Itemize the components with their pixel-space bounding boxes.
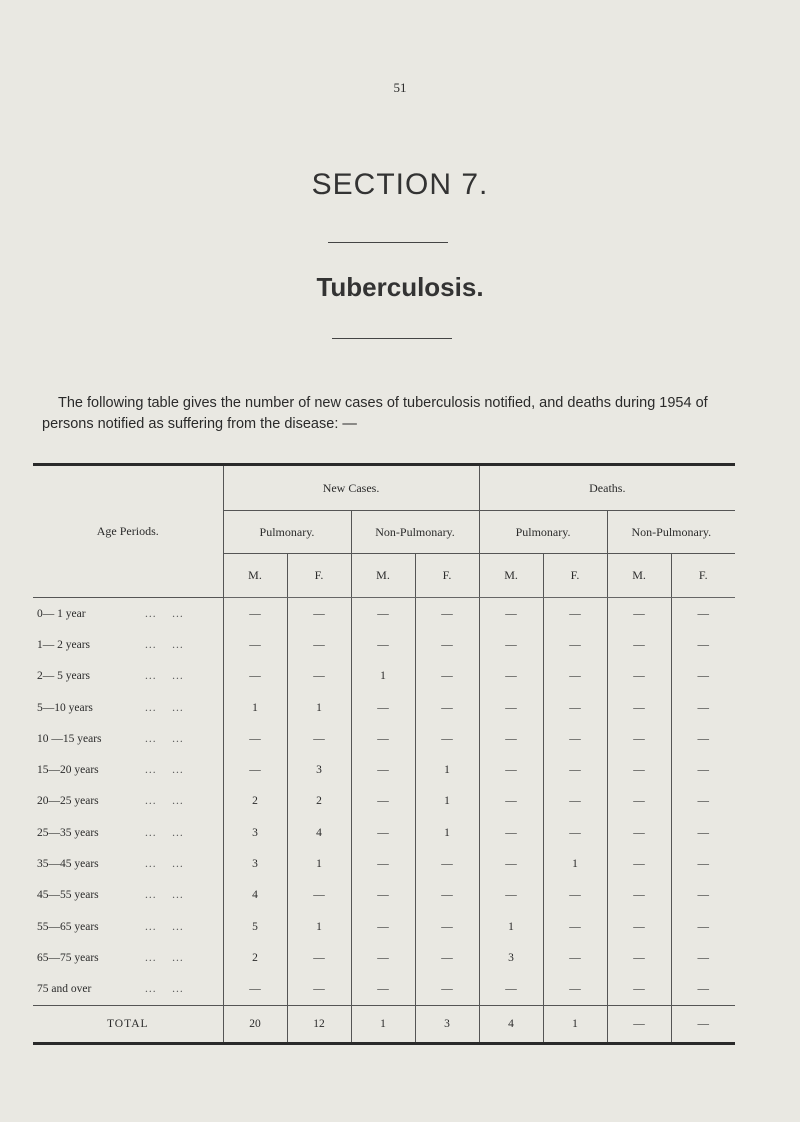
leader-dots: ... ... <box>145 920 184 933</box>
total-cell: 20 <box>223 1005 287 1043</box>
table-cell: — <box>351 974 415 1006</box>
table-cell: — <box>351 942 415 973</box>
table-cell: — <box>607 880 671 911</box>
table-cell: — <box>671 754 735 785</box>
table-cell: — <box>351 880 415 911</box>
table-cell: — <box>415 629 479 660</box>
age-period-cell <box>33 942 223 973</box>
table-cell: 1 <box>543 848 607 879</box>
table-cell: — <box>671 911 735 942</box>
new-cases-header: New Cases. <box>223 465 479 511</box>
table-row <box>33 598 735 630</box>
table-cell: — <box>351 629 415 660</box>
table-row <box>33 817 735 848</box>
total-cell: 3 <box>415 1005 479 1043</box>
table-cell: — <box>543 598 607 630</box>
table-cell: — <box>479 723 543 754</box>
col-f: F. <box>287 554 351 598</box>
total-cell: 1 <box>543 1005 607 1043</box>
age-period-label: 10 —15 years <box>37 732 102 745</box>
table-cell: 3 <box>223 848 287 879</box>
leader-dots: ... ... <box>145 732 184 745</box>
age-periods-header: Age Periods. <box>33 465 223 598</box>
table-cell: — <box>415 661 479 692</box>
table-cell: — <box>607 692 671 723</box>
table-cell: — <box>479 661 543 692</box>
table-cell: — <box>351 911 415 942</box>
table-cell: — <box>671 848 735 879</box>
table-row <box>33 880 735 911</box>
deaths-pulmonary-header: Pulmonary. <box>479 511 607 554</box>
col-m: M. <box>479 554 543 598</box>
col-m: M. <box>607 554 671 598</box>
table-cell: — <box>543 942 607 973</box>
table-cell: — <box>223 754 287 785</box>
table-cell: — <box>543 880 607 911</box>
table-cell: — <box>415 974 479 1006</box>
table-cell: 5 <box>223 911 287 942</box>
table-cell: 2 <box>287 786 351 817</box>
table-row <box>33 754 735 785</box>
age-period-cell <box>33 786 223 817</box>
leader-dots: ... ... <box>145 858 184 871</box>
age-period-cell <box>33 911 223 942</box>
table-cell: — <box>543 661 607 692</box>
table-cell: — <box>671 880 735 911</box>
table-cell: — <box>223 974 287 1006</box>
table-row <box>33 723 735 754</box>
age-period-cell <box>33 629 223 660</box>
leader-dots: ... ... <box>145 951 184 964</box>
table-cell: — <box>479 880 543 911</box>
new-pulmonary-header: Pulmonary. <box>223 511 351 554</box>
tuberculosis-table <box>33 463 735 1045</box>
table-cell: 1 <box>287 911 351 942</box>
table-cell: — <box>415 942 479 973</box>
age-period-label: 75 and over <box>37 983 92 996</box>
table-cell: 1 <box>415 817 479 848</box>
age-period-label: 55—65 years <box>37 920 99 933</box>
table-cell: 1 <box>479 911 543 942</box>
table-cell: 4 <box>287 817 351 848</box>
table-cell: 2 <box>223 786 287 817</box>
table-cell: — <box>479 754 543 785</box>
table-cell: — <box>607 754 671 785</box>
leader-dots: ... ... <box>145 826 184 839</box>
table-row <box>33 911 735 942</box>
divider-bottom <box>332 338 452 339</box>
age-period-cell <box>33 661 223 692</box>
table-cell: — <box>415 848 479 879</box>
table-cell: — <box>351 848 415 879</box>
table-cell: — <box>351 786 415 817</box>
table-cell: 1 <box>351 661 415 692</box>
table-cell: — <box>223 661 287 692</box>
table-row <box>33 942 735 973</box>
age-period-label: 45—55 years <box>37 889 99 902</box>
table-cell: — <box>415 692 479 723</box>
age-period-cell <box>33 723 223 754</box>
table-row <box>33 974 735 1006</box>
table-cell: — <box>671 974 735 1006</box>
table-cell: — <box>671 723 735 754</box>
table-cell: — <box>607 817 671 848</box>
table-cell: — <box>607 629 671 660</box>
table-cell: — <box>543 911 607 942</box>
age-period-cell <box>33 880 223 911</box>
table-cell: — <box>543 629 607 660</box>
col-f: F. <box>415 554 479 598</box>
age-period-cell <box>33 598 223 630</box>
table-cell: — <box>479 817 543 848</box>
table-cell: — <box>543 692 607 723</box>
deaths-non-pulmonary-header: Non-Pulmonary. <box>607 511 735 554</box>
table-cell: — <box>287 661 351 692</box>
table-cell: — <box>415 911 479 942</box>
table-cell: — <box>671 942 735 973</box>
table-cell: 1 <box>287 692 351 723</box>
table-cell: — <box>543 817 607 848</box>
col-m: M. <box>223 554 287 598</box>
age-period-cell <box>33 754 223 785</box>
table-cell: — <box>415 723 479 754</box>
leader-dots: ... ... <box>145 607 184 620</box>
intro-paragraph: The following table gives the number of new cases of tuberculosis notified, and deaths during 1954 of persons notified as suffering from the disease: — <box>42 395 708 432</box>
table-cell: 1 <box>287 848 351 879</box>
age-period-label: 1— 2 years <box>37 638 91 651</box>
table-cell: — <box>607 598 671 630</box>
table-cell: 4 <box>223 880 287 911</box>
total-label: TOTAL <box>33 1005 223 1043</box>
table-cell: — <box>671 661 735 692</box>
table-cell: — <box>479 629 543 660</box>
table-cell: — <box>351 723 415 754</box>
table-cell: — <box>479 598 543 630</box>
age-period-label: 0— 1 year <box>37 607 86 620</box>
age-period-cell <box>33 692 223 723</box>
table-cell: — <box>543 754 607 785</box>
leader-dots: ... ... <box>145 889 184 902</box>
table-cell: — <box>479 692 543 723</box>
table-cell: — <box>223 598 287 630</box>
new-non-pulmonary-header: Non-Pulmonary. <box>351 511 479 554</box>
table-cell: — <box>671 598 735 630</box>
table-cell: — <box>351 692 415 723</box>
table-cell: — <box>671 786 735 817</box>
table-cell: — <box>671 629 735 660</box>
table-cell: — <box>351 754 415 785</box>
total-cell: — <box>671 1005 735 1043</box>
age-period-label: 25—35 years <box>37 826 99 839</box>
table-cell: 1 <box>415 754 479 785</box>
age-period-cell <box>33 817 223 848</box>
total-row <box>33 1005 735 1043</box>
table-cell: 3 <box>223 817 287 848</box>
age-period-label: 15—20 years <box>37 764 99 777</box>
table-row <box>33 848 735 879</box>
table-cell: — <box>607 723 671 754</box>
table-cell: — <box>671 817 735 848</box>
leader-dots: ... ... <box>145 701 184 714</box>
table-cell: 2 <box>223 942 287 973</box>
total-cell: 12 <box>287 1005 351 1043</box>
table-cell: 3 <box>287 754 351 785</box>
table-cell: — <box>543 723 607 754</box>
table-cell: 3 <box>479 942 543 973</box>
leader-dots: ... ... <box>145 795 184 808</box>
table-cell: — <box>287 880 351 911</box>
col-f: F. <box>671 554 735 598</box>
table-cell: — <box>607 786 671 817</box>
table-cell: — <box>415 598 479 630</box>
table-cell: — <box>543 786 607 817</box>
table-cell: — <box>351 817 415 848</box>
deaths-header: Deaths. <box>479 465 735 511</box>
leader-dots: ... ... <box>145 764 184 777</box>
section-title: SECTION 7. <box>311 168 489 201</box>
age-period-cell <box>33 974 223 1006</box>
table-cell: — <box>607 911 671 942</box>
total-cell: — <box>607 1005 671 1043</box>
page-number: 51 <box>393 80 407 95</box>
age-period-label: 35—45 years <box>37 858 99 871</box>
table-cell: — <box>351 598 415 630</box>
table-cell: — <box>287 629 351 660</box>
table-cell: — <box>607 974 671 1006</box>
table-cell: — <box>287 974 351 1006</box>
table-cell: 1 <box>415 786 479 817</box>
table-cell: — <box>671 692 735 723</box>
col-m: M. <box>351 554 415 598</box>
table-cell: — <box>287 942 351 973</box>
table-cell: — <box>415 880 479 911</box>
table-cell: — <box>223 629 287 660</box>
total-cell: 4 <box>479 1005 543 1043</box>
table-cell: — <box>607 848 671 879</box>
age-period-label: 5—10 years <box>37 701 93 714</box>
col-f: F. <box>543 554 607 598</box>
table-cell: — <box>543 974 607 1006</box>
table-row <box>33 692 735 723</box>
leader-dots: ... ... <box>145 638 184 651</box>
divider-top <box>328 242 448 243</box>
table-row <box>33 786 735 817</box>
table-cell: — <box>223 723 287 754</box>
age-period-label: 65—75 years <box>37 951 99 964</box>
leader-dots: ... ... <box>145 983 184 996</box>
age-period-label: 2— 5 years <box>37 670 91 683</box>
table-cell: — <box>479 786 543 817</box>
table-cell: — <box>287 723 351 754</box>
leader-dots: ... ... <box>145 670 184 683</box>
table-cell: — <box>607 661 671 692</box>
table-cell: — <box>287 598 351 630</box>
age-period-cell <box>33 848 223 879</box>
table-cell: — <box>607 942 671 973</box>
age-period-label: 20—25 years <box>37 795 99 808</box>
table-cell: 1 <box>223 692 287 723</box>
table-cell: — <box>479 848 543 879</box>
table-cell: — <box>479 974 543 1006</box>
table-row <box>33 661 735 692</box>
page-heading: Tuberculosis. <box>316 272 484 302</box>
table-row <box>33 629 735 660</box>
total-cell: 1 <box>351 1005 415 1043</box>
